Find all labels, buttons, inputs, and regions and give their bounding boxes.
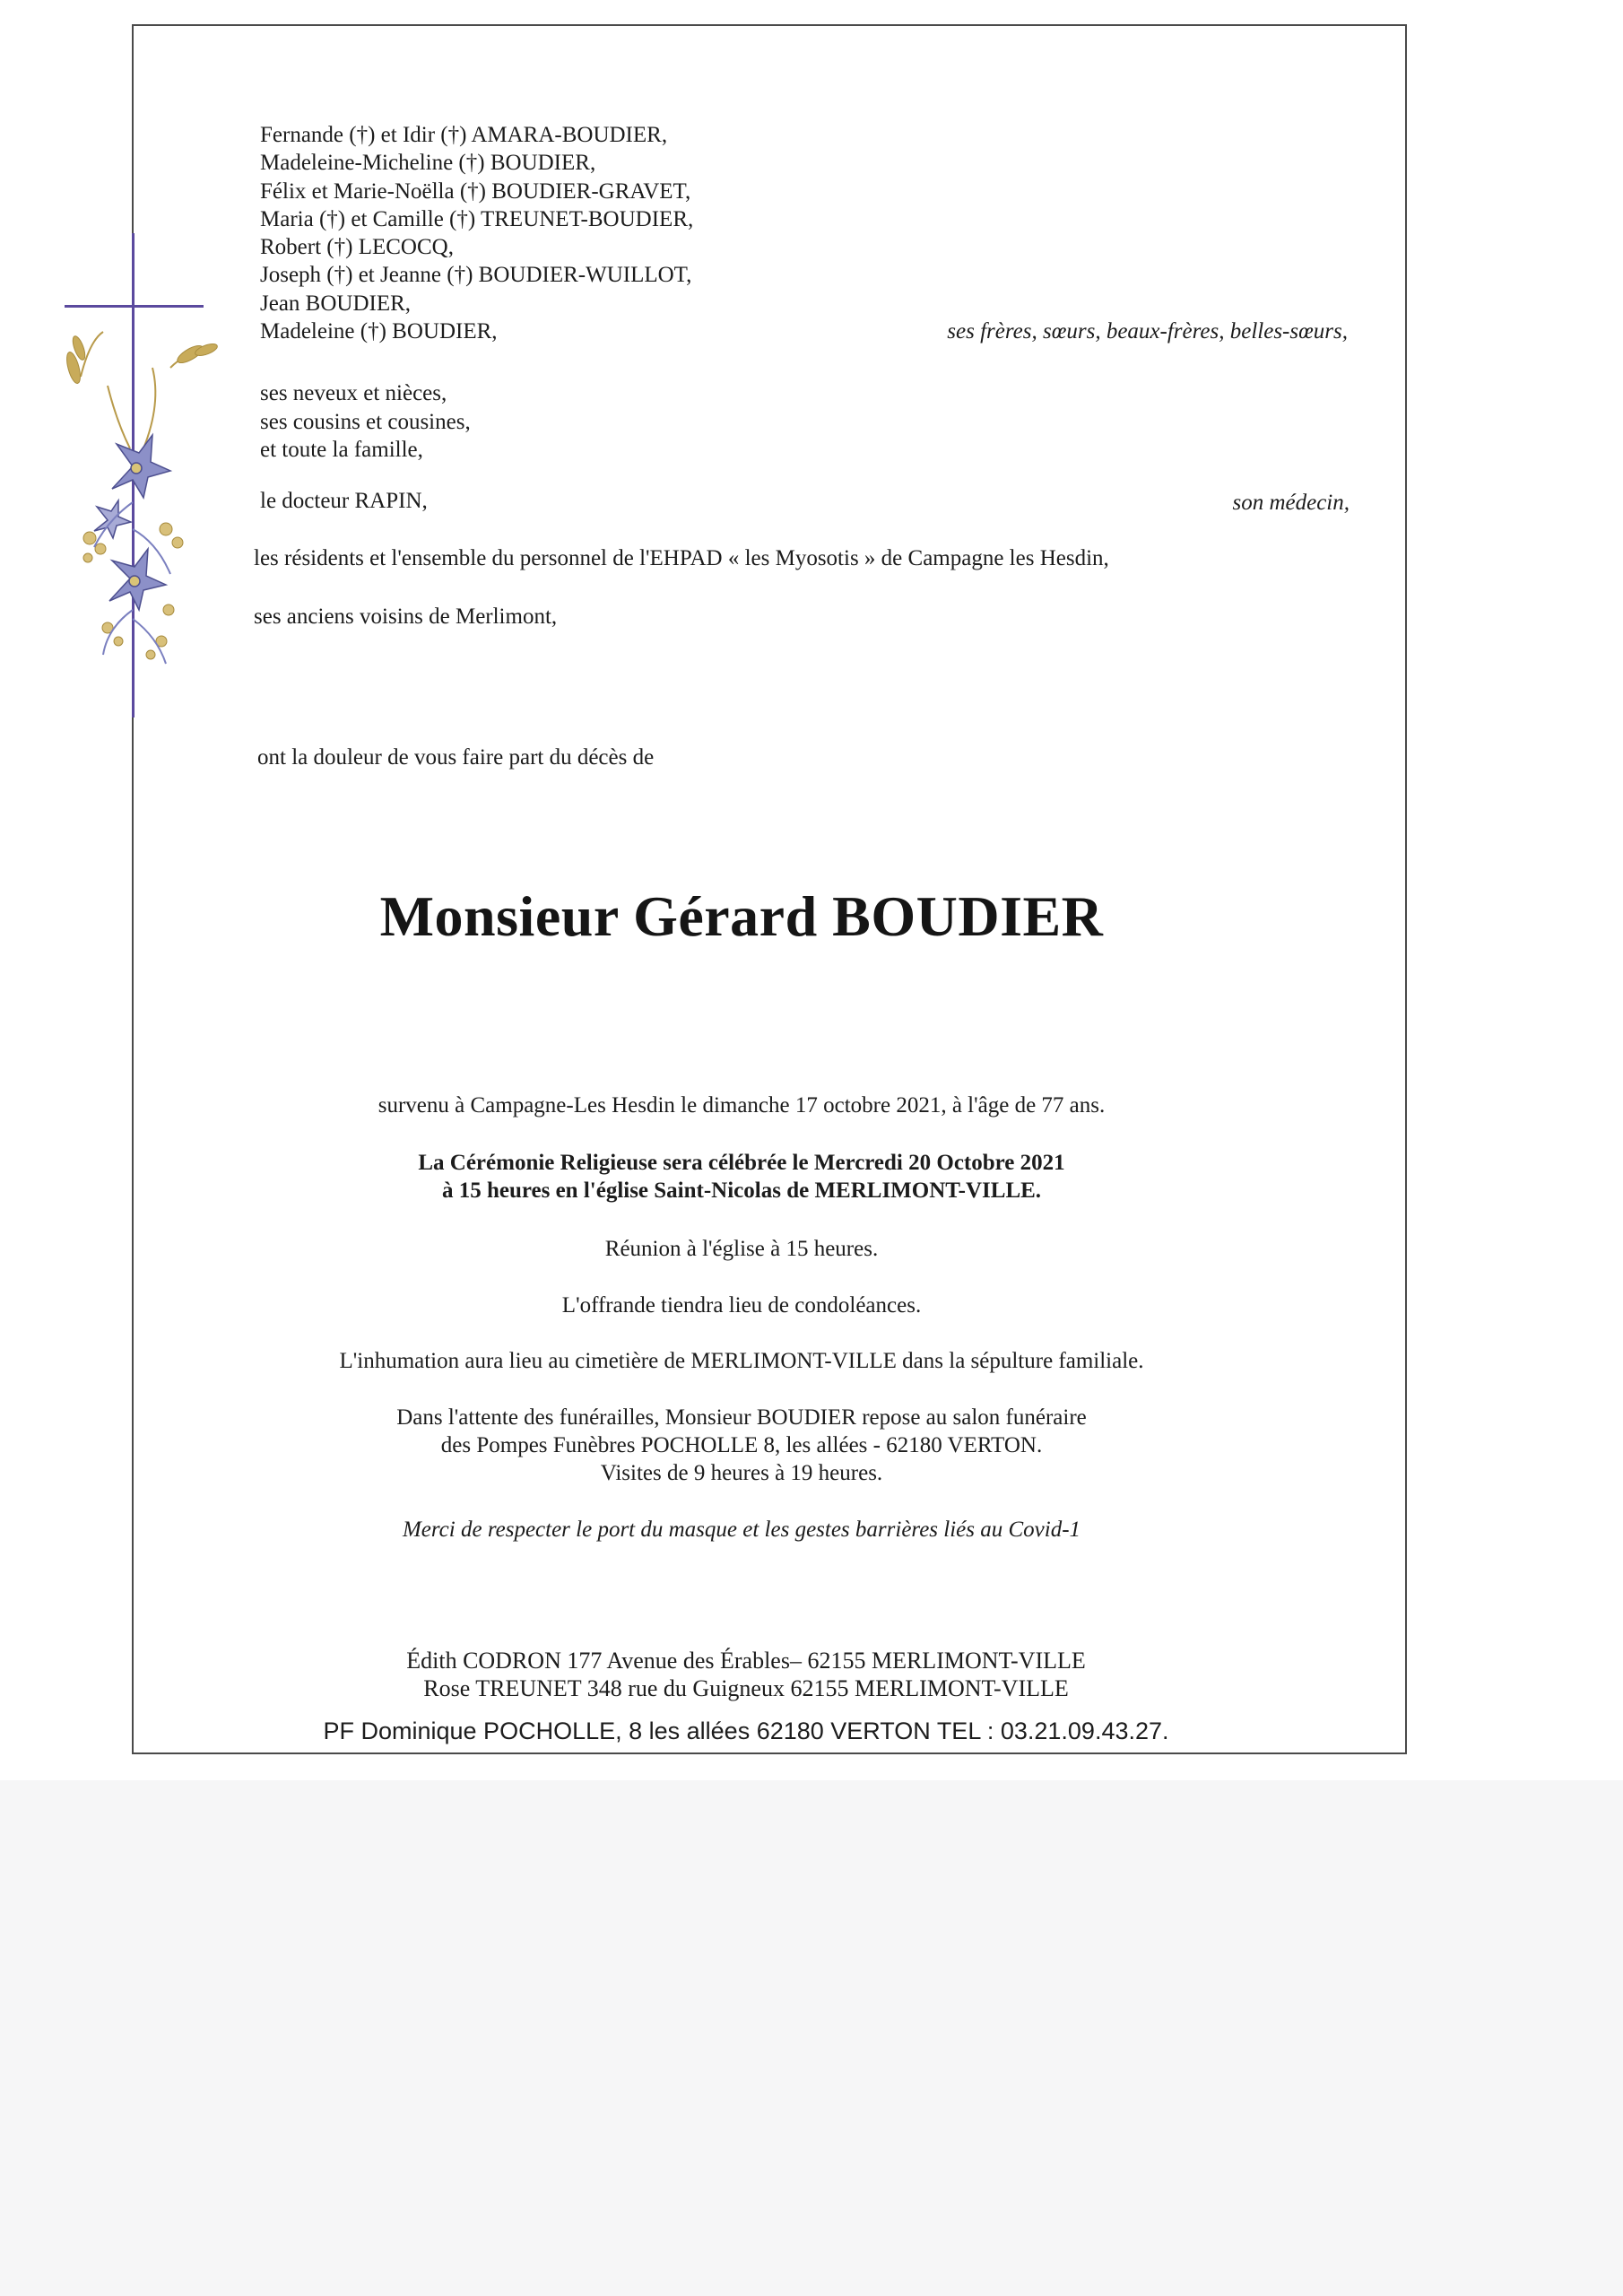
neighbours-line: ses anciens voisins de Merlimont, <box>254 604 558 629</box>
family-name-line: Madeleine (†) BOUDIER, <box>260 319 498 344</box>
rest-line-3: Visites de 9 heures à 19 heures. <box>600 1461 883 1485</box>
ceremony-line-2: à 15 heures en l'église Saint-Nicolas de MERLIMONT-VILLE. <box>441 1178 1042 1203</box>
relatives-line: ses neveux et nièces, <box>260 381 447 405</box>
relatives-line: ses cousins et cousines, <box>260 409 471 434</box>
offering-line: L'offrande tiendra lieu de condoléances. <box>561 1293 922 1318</box>
meeting-line: Réunion à l'église à 15 heures. <box>604 1237 879 1261</box>
doctor-relation: son médecin, <box>1232 491 1350 515</box>
family-name-line: Madeleine-Micheline (†) BOUDIER, <box>260 151 596 176</box>
footer-address-2: Rose TREUNET 348 rue du Guigneux 62155 MERLIMONT-VILLE <box>423 1675 1069 1701</box>
family-name-line: Maria (†) et Camille (†) TREUNET-BOUDIER, <box>260 206 694 231</box>
scan-background <box>0 1780 1623 2296</box>
rest-line-1: Dans l'attente des funérailles, Monsieur BOUDIER repose au salon funéraire <box>396 1405 1087 1430</box>
doctor-name: le docteur RAPIN, <box>260 489 428 513</box>
cross-horizontal <box>65 305 204 308</box>
rest-line-2: des Pompes Funèbres POCHOLLE 8, les allées - 62180 VERTON. <box>440 1433 1043 1457</box>
family-name-line: Fernande (†) et Idir (†) AMARA-BOUDIER, <box>260 123 668 147</box>
burial-line: L'inhumation aura lieu au cimetière de MERLIMONT-VILLE dans la sépulture familiale. <box>339 1349 1144 1373</box>
covid-notice: Merci de respecter le port du masque et les gestes barrières liés au Covid-1 <box>402 1518 1081 1542</box>
family-name-line: Jean BOUDIER, <box>260 291 412 316</box>
death-details: survenu à Campagne-Les Hesdin le dimanche 17 octobre 2021, à l'âge de 77 ans. <box>378 1093 1106 1118</box>
announcement-line: ont la douleur de vous faire part du décès de <box>257 745 655 770</box>
siblings-relation: ses frères, sœurs, beaux-frères, belles-sœurs, <box>947 319 1348 344</box>
deceased-name: Monsieur Gérard BOUDIER <box>379 884 1104 948</box>
footer-funeral-home: PF Dominique POCHOLLE, 8 les allées 62180 VERTON TEL : 03.21.09.43.27. <box>323 1718 1169 1744</box>
relatives-line: et toute la famille, <box>260 438 423 462</box>
family-name-line: Robert (†) LECOCQ, <box>260 235 454 260</box>
family-name-line: Félix et Marie-Noëlla (†) BOUDIER-GRAVET, <box>260 178 691 204</box>
family-names-list <box>260 121 693 345</box>
family-name-line: Joseph (†) et Jeanne (†) BOUDIER-WUILLOT, <box>260 263 692 288</box>
footer-address-1: Édith CODRON 177 Avenue des Érables– 62155 MERLIMONT-VILLE <box>406 1648 1086 1674</box>
ceremony-line-1: La Cérémonie Religieuse sera célébrée le Mercredi 20 Octobre 2021 <box>418 1151 1065 1175</box>
ehpad-line: les résidents et l'ensemble du personnel de l'EHPAD « les Myosotis » de Campagne les Hesdin, <box>254 546 1109 570</box>
wheat-icon <box>65 332 219 448</box>
relatives-list <box>260 379 471 465</box>
cross-flower-ornament <box>54 233 224 735</box>
